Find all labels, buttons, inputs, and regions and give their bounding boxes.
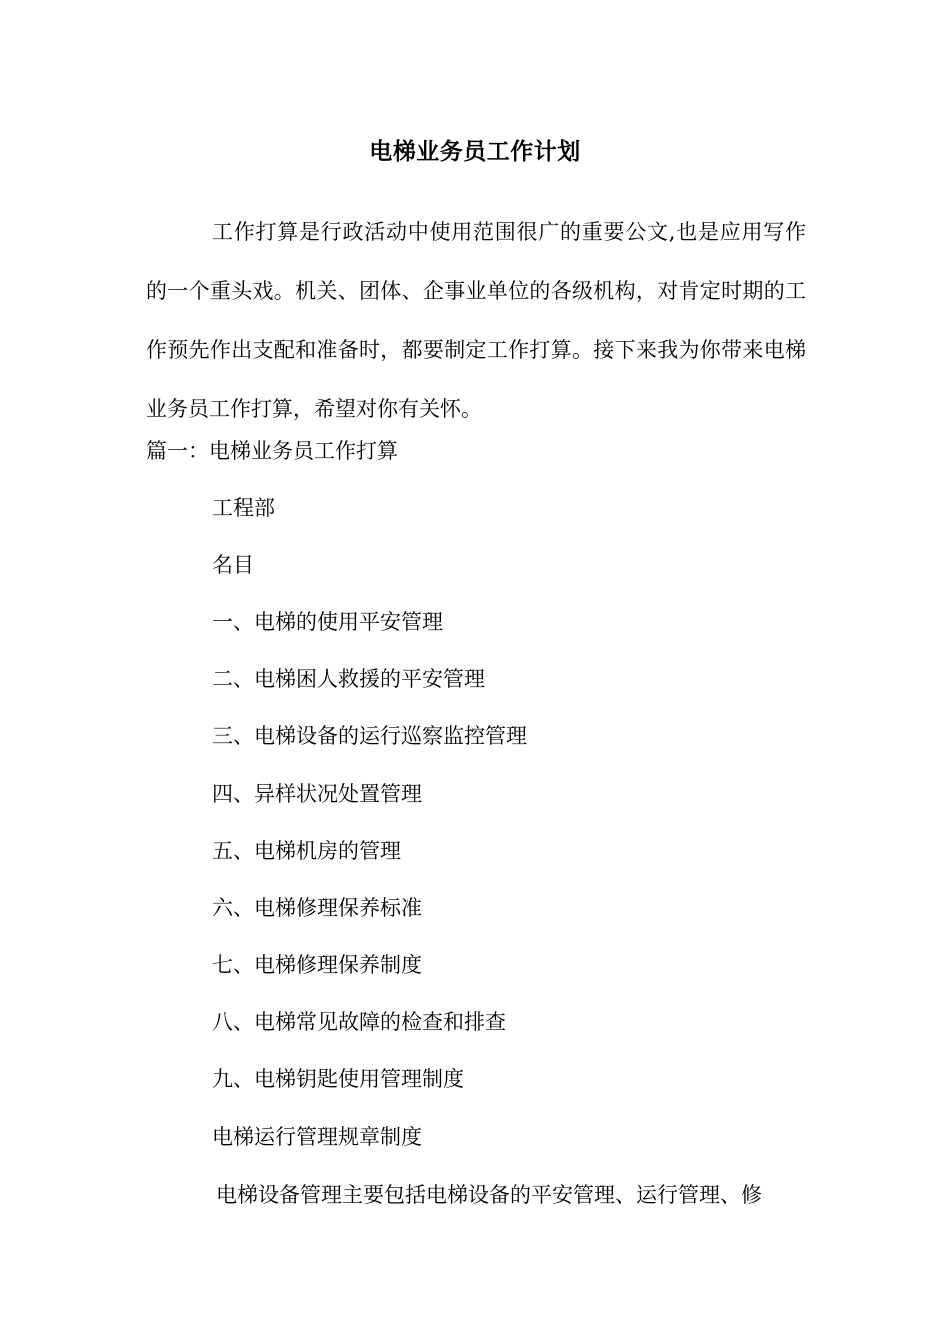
body-paragraph-start: 电梯设备管理主要包括电梯设备的平安管理、运行管理、修 bbox=[216, 1183, 762, 1207]
toc-item: 四、异样状况处置管理 bbox=[212, 782, 422, 806]
intro-paragraph: 工作打算是行政活动中使用范围很广的重要公文,也是应用写作的一个重头戏。机关、团体、企事业单位的各级机构，对肯定时期的工作预先作出支配和准备时，都要制定工作打算。接下来我为你带来电梯业务员工作打算，希望对你有关怀。 bbox=[146, 220, 806, 421]
document-title: 电梯业务员工作计划 bbox=[369, 138, 581, 165]
toc-item: 三、电梯设备的运行巡察监控管理 bbox=[212, 724, 527, 748]
subheading: 电梯运行管理规章制度 bbox=[212, 1125, 422, 1149]
toc-item: 二、电梯困人救援的平安管理 bbox=[212, 667, 485, 691]
toc-item: 一、电梯的使用平安管理 bbox=[212, 610, 443, 634]
toc-item: 五、电梯机房的管理 bbox=[212, 839, 401, 863]
toc-item: 九、电梯钥匙使用管理制度 bbox=[212, 1067, 464, 1091]
toc-item: 七、电梯修理保养制度 bbox=[212, 953, 422, 977]
department-label: 工程部 bbox=[212, 496, 275, 520]
toc-item: 六、电梯修理保养标准 bbox=[212, 896, 422, 920]
toc-label: 名目 bbox=[212, 553, 254, 577]
section-heading: 篇一：电梯业务员工作打算 bbox=[146, 439, 398, 463]
toc-item: 八、电梯常见故障的检查和排查 bbox=[212, 1010, 506, 1034]
